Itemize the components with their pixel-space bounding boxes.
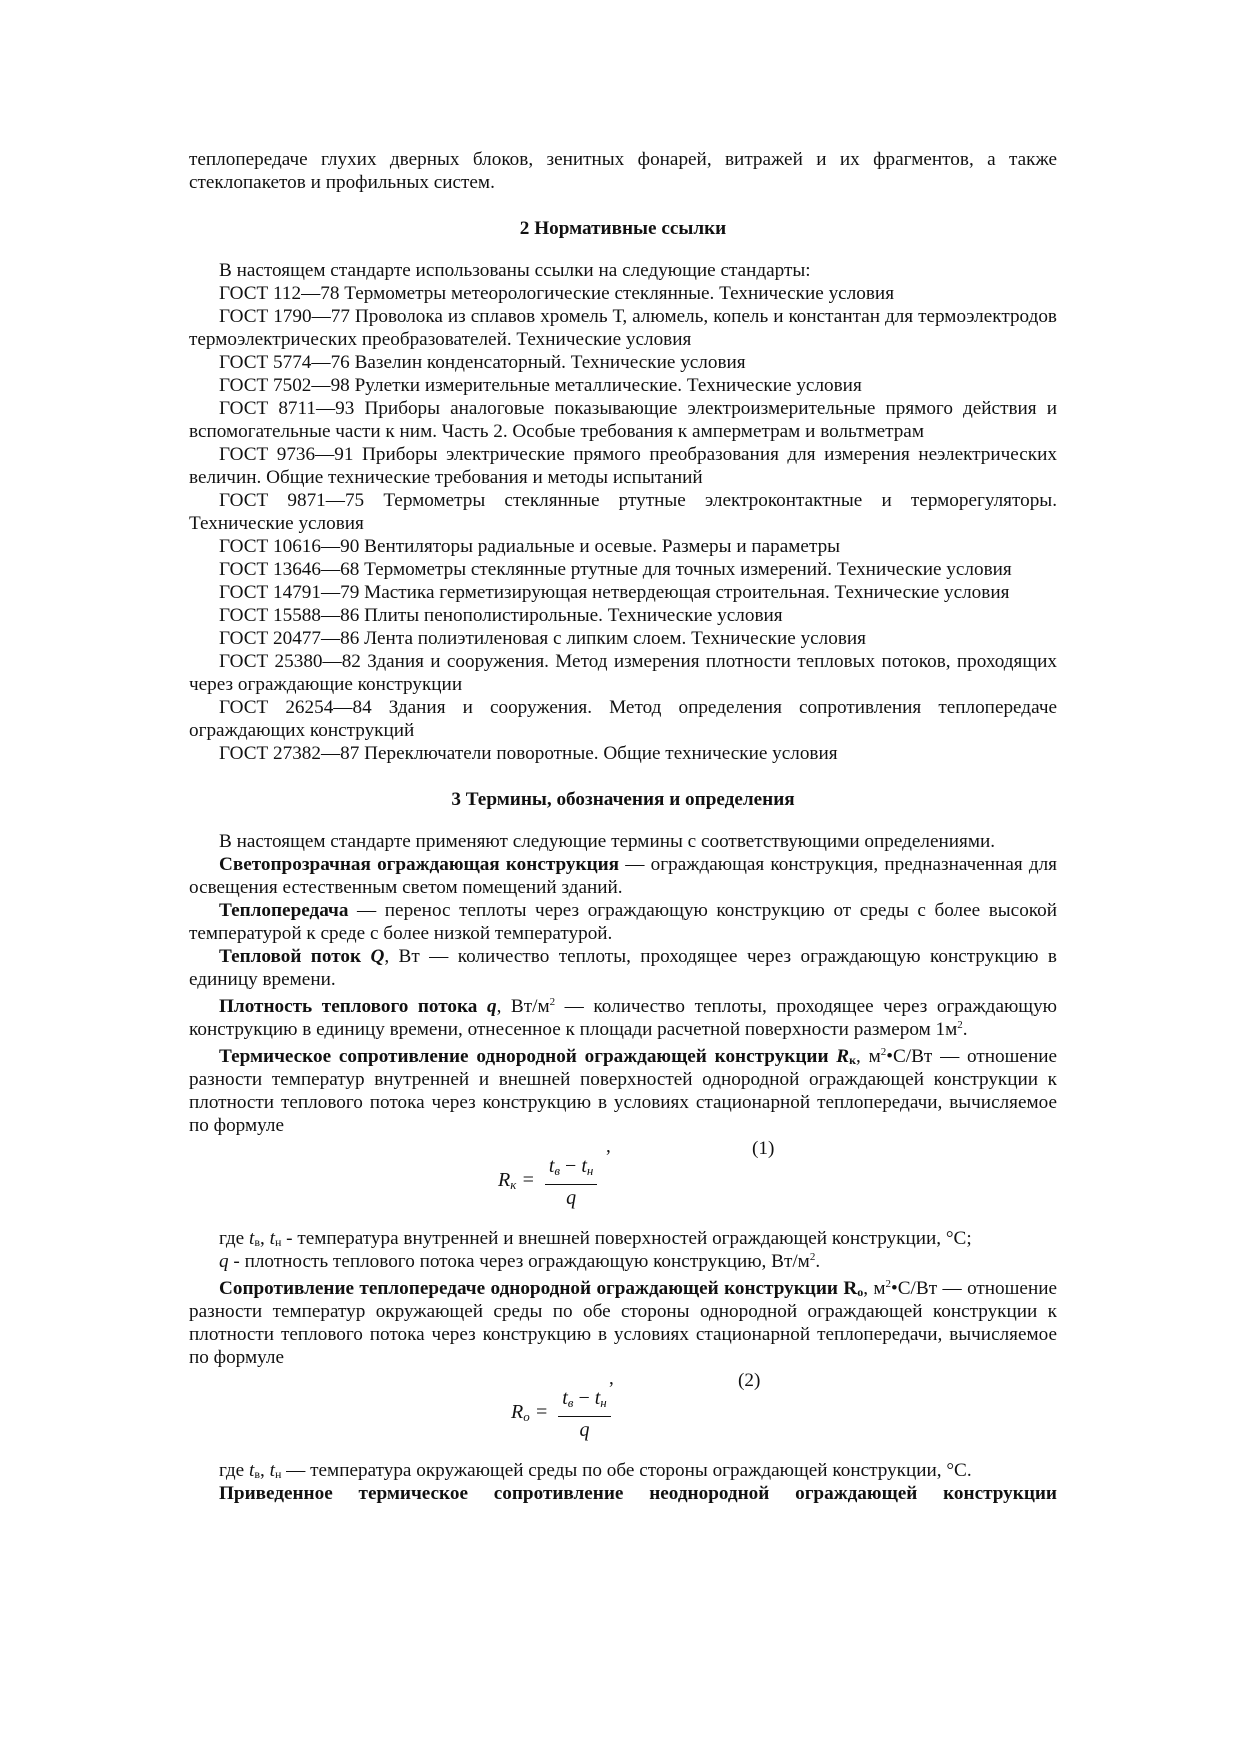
term-translucent-structure	[189, 853, 1057, 899]
term-definition: — перенос теплоты через ограждающую конструкцию от среды с более высокой температурой к среде с более низкой температурой.	[189, 900, 1057, 944]
formula-2	[189, 1369, 1057, 1459]
reference-item: ГОСТ 13646—68 Термометры стеклянные ртутные для точных измерений. Технические условия	[219, 559, 1012, 580]
term-definition: — ограждающая конструкция, предназначенная для освещения естественным светом помещений зданий.	[189, 854, 1058, 898]
term-heat-flow	[189, 945, 1057, 991]
reference-item: ГОСТ 10616—90 Вентиляторы радиальные и осевые. Размеры и параметры	[219, 536, 841, 557]
term-name: Теплопередача	[219, 900, 349, 921]
term-definition: — количество теплоты, проходящее через ограждающую конструкцию в единицу времени, отнесенное к площади расчетной поверхности размером 1м	[189, 996, 1057, 1040]
reference-item: ГОСТ 9871—75 Термометры стеклянные ртутные электроконтактные и терморегуляторы. Технические условия	[189, 490, 1057, 534]
term-definition: , Вт — количество теплоты, проходящее через ограждающую конструкцию в единицу времени.	[189, 946, 1057, 990]
term-heat-transfer-resistance: Сопротивление теплопередаче однородной ограждающей конструкции Rо, $м^2•С/Вт$ — отношение разности температур окружающей среды по обе стороны однородной ограждающей конструкции к плотности теплового потока через конструкцию в условиях стационарной теплопередачи, вычисляемое по формуле	[189, 1278, 1057, 1368]
formula-2-legend: где tв, tн — температура окружающей среды по обе стороны ограждающей конструкции, °С.	[219, 1460, 972, 1481]
reference-item: ГОСТ 20477—86 Лента полиэтиленовая с липким слоем. Технические условия	[219, 628, 867, 649]
term-heat-flux-density: Плотность теплового потока q, $Вт/м^2$ — количество теплоты, проходящее через ограждающую конструкцию в единицу времени, отнесенное к площади расчетной поверхности размером $1м^2$.	[189, 996, 1057, 1040]
formula-expression: Rо = $\frac{tв - tн}{q}$	[511, 1387, 611, 1441]
formula-comma: ,	[609, 1368, 614, 1389]
term-name: Приведенное термическое сопротивление неоднородной ограждающей конструкции	[219, 1483, 1057, 1504]
intro-text: теплопередаче глухих дверных блоков, зенитных фонарей, витражей и их фрагментов, а также стеклопакетов и профильных систем.	[189, 149, 1057, 193]
term-symbol: R	[836, 1046, 850, 1067]
formula-1-legend-q: q - плотность теплового потока через ограждающую конструкцию, $Вт/м^2$.	[219, 1251, 821, 1272]
formula-number: (2)	[738, 1370, 761, 1391]
term-reduced-thermal-resistance	[189, 1482, 1057, 1505]
term-name: Тепловой поток	[219, 946, 371, 967]
reference-item: ГОСТ 7502—98 Рулетки измерительные металлические. Технические условия	[219, 375, 862, 396]
reference-item: ГОСТ 14791—79 Мастика герметизирующая нетвердеющая строительная. Технические условия	[219, 582, 1010, 603]
reference-item: ГОСТ 5774—76 Вазелин конденсаторный. Технические условия	[219, 352, 746, 373]
reference-item: ГОСТ 112—78 Термометры метеорологические стеклянные. Технические условия	[219, 283, 895, 304]
term-heat-transfer	[189, 899, 1057, 945]
term-symbol: Q	[370, 946, 385, 967]
references-lead: В настоящем стандарте использованы ссылки на следующие стандарты:	[219, 260, 811, 281]
reference-item: ГОСТ 15588—86 Плиты пенополистирольные. Технические условия	[219, 605, 783, 626]
formula-comma: ,	[606, 1136, 611, 1157]
reference-item: ГОСТ 27382—87 Переключатели поворотные. Общие технические условия	[219, 743, 838, 764]
reference-item: ГОСТ 26254—84 Здания и сооружения. Метод определения сопротивления теплопередаче ограждающих конструкций	[189, 697, 1057, 741]
formula-1	[189, 1137, 1057, 1227]
term-symbol: q	[486, 996, 497, 1017]
term-definition: — отношение разности температур внутренней и внешней поверхностей однородной ограждающей конструкции к плотности теплового потока через конструкцию в условиях стационарной теплопередачи, вычисляемое по формуле	[189, 1046, 1057, 1136]
reference-item: ГОСТ 25380—82 Здания и сооружения. Метод измерения плотности тепловых потоков, проходящих через ограждающие конструкции	[189, 651, 1057, 695]
reference-item: ГОСТ 8711—93 Приборы аналоговые показывающие электроизмерительные прямого действия и вспомогательные части к ним. Часть 2. Особые требования к амперметрам и вольтметрам	[189, 398, 1057, 442]
reference-item: ГОСТ 1790—77 Проволока из сплавов хромель Т, алюмель, копель и константан для термоэлектродов термоэлектрических преобразователей. Технические условия	[189, 306, 1057, 350]
reference-item: ГОСТ 9736—91 Приборы электрические прямого преобразования для измерения неэлектрических величин. Общие технические требования и методы испытаний	[189, 444, 1057, 488]
term-definition: — отношение разности температур окружающей среды по обе стороны однородной ограждающей конструкции к плотности теплового потока через конструкцию в условиях стационарной теплопередачи, вычисляемое по формуле	[189, 1278, 1057, 1368]
formula-number: (1)	[752, 1138, 775, 1159]
section-2-heading: 2 Нормативные ссылки	[519, 218, 727, 239]
term-name: Плотность теплового потока	[219, 996, 487, 1017]
terms-definitions	[189, 830, 1057, 1505]
normative-references	[189, 259, 1057, 765]
formula-expression: Rк = $\frac{tв - tн}{q}$	[498, 1155, 597, 1209]
term-name: Сопротивление теплопередаче однородной ограждающей конструкции R	[219, 1278, 858, 1299]
terms-lead: В настоящем стандарте применяют следующие термины с соответствующими определениями.	[219, 831, 996, 852]
formula-1-legend: где tв, tн - температура внутренней и внешней поверхностей ограждающей конструкции, °С;	[219, 1228, 972, 1249]
term-thermal-resistance: Термическое сопротивление однородной ограждающей конструкции Rк, $м^2•С/Вт$ — отношение разности температур внутренней и внешней поверхностей однородной ограждающей конструкции к плотности теплового потока через конструкцию в условиях стационарной теплопередачи, вычисляемое по формуле	[189, 1046, 1057, 1136]
section-3-heading: 3 Термины, обозначения и определения	[451, 789, 795, 810]
term-name: Светопрозрачная ограждающая конструкция	[219, 854, 620, 875]
term-name: Термическое сопротивление однородной ограждающей конструкции	[219, 1046, 837, 1067]
